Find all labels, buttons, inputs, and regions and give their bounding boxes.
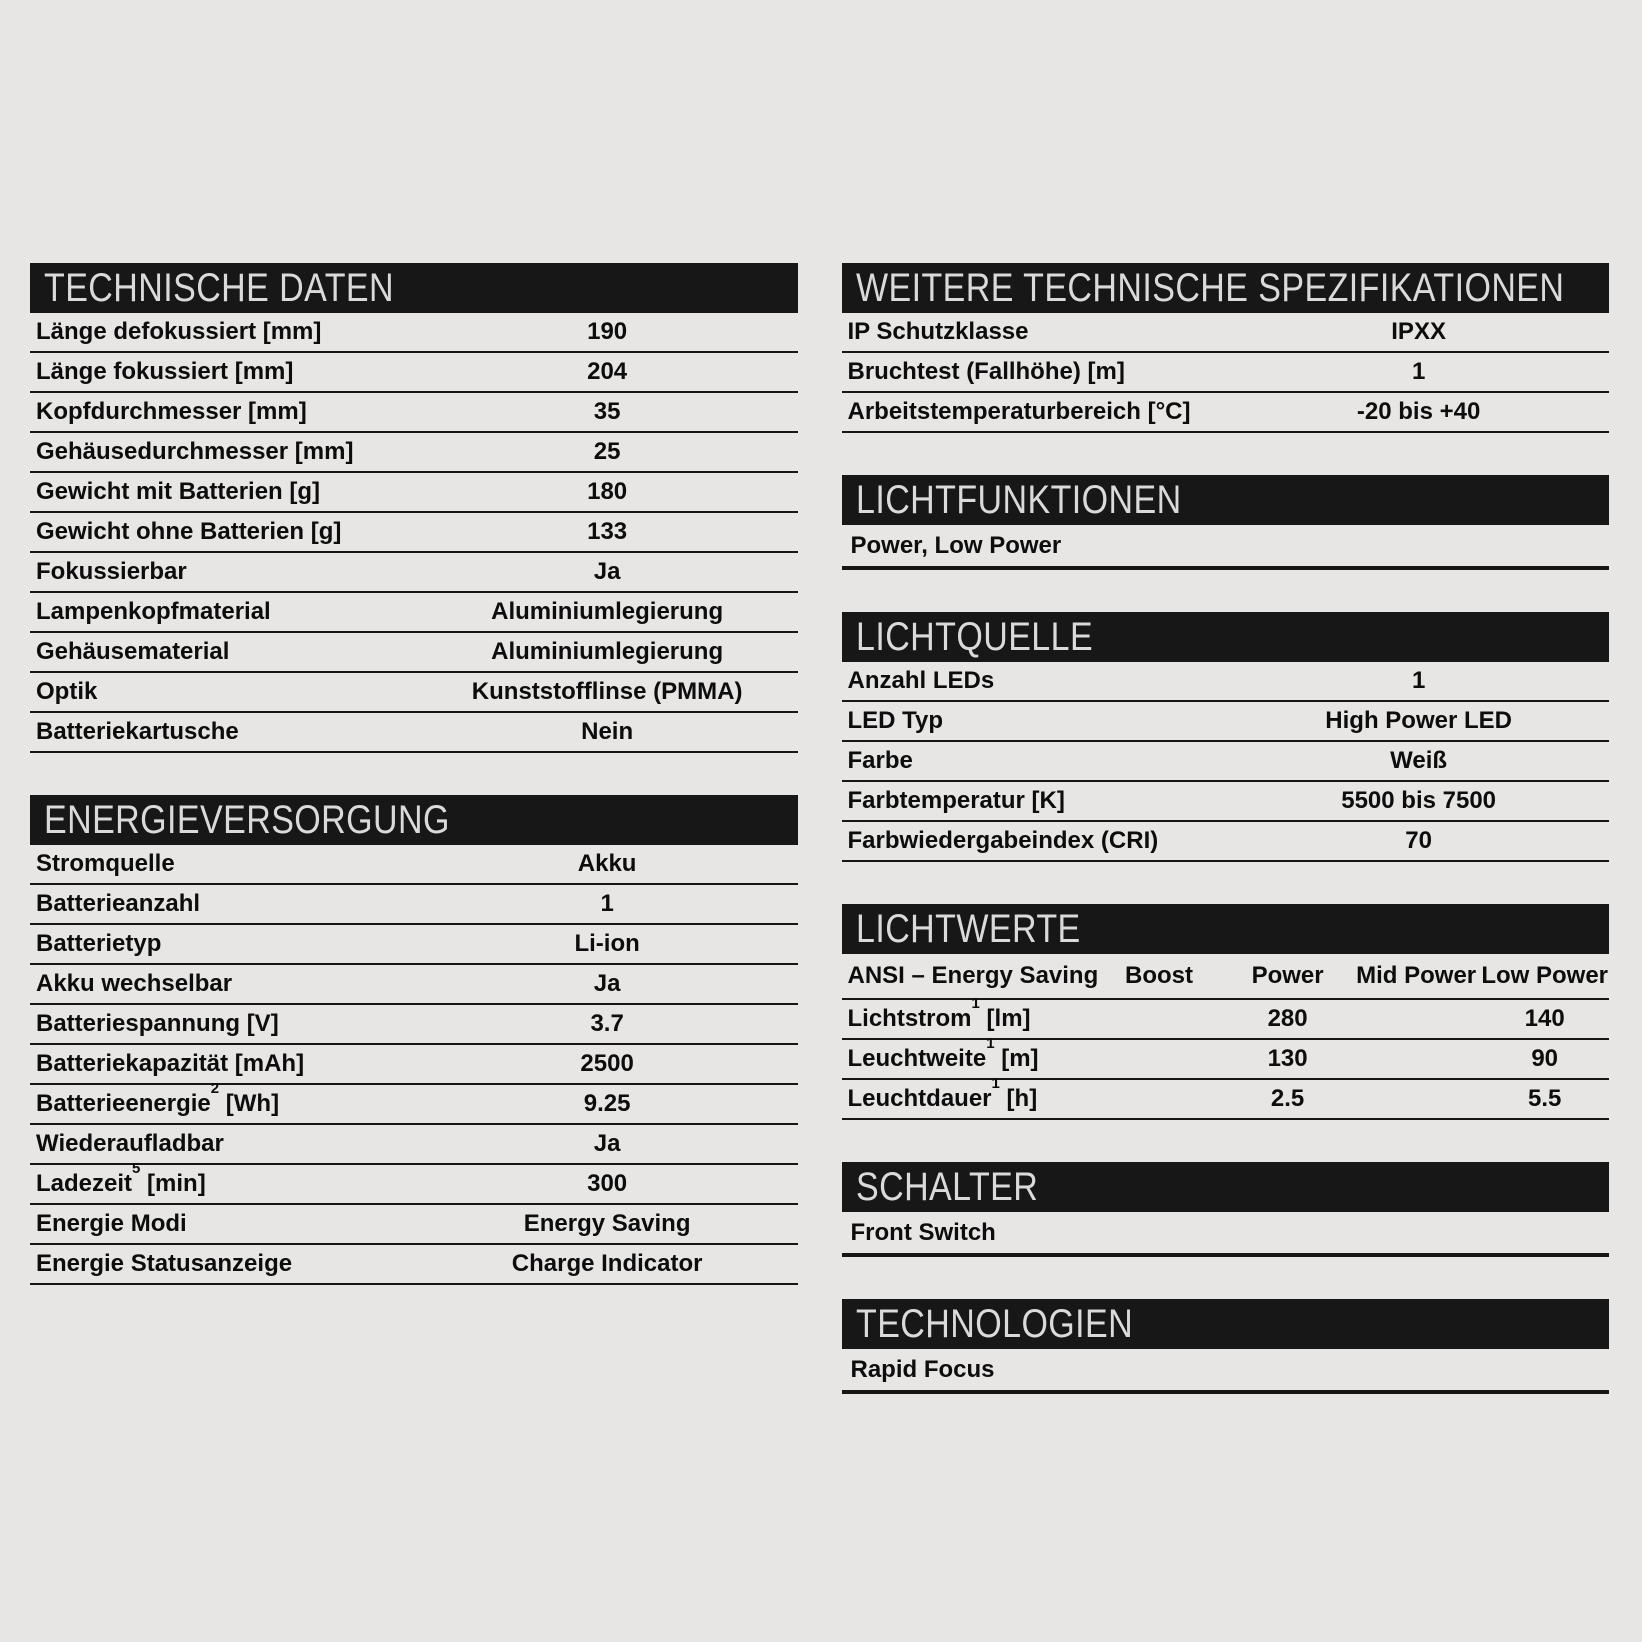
row-label: [30, 1210, 417, 1238]
row-label-text: Anzahl LEDs: [847, 667, 995, 694]
section-text: Front Switch: [842, 1212, 1610, 1257]
footnote-superscript: 2: [210, 1080, 220, 1097]
row-label-text: Farbtemperatur [K]: [847, 787, 1065, 814]
section-header-bar: [30, 795, 798, 845]
row-value: 9.25: [583, 1090, 631, 1117]
row-value: Ja: [593, 970, 621, 997]
table-row: [30, 1045, 798, 1085]
row-label-unit: [lm]: [979, 1005, 1031, 1032]
row-label-text: Energie Statusanzeige: [36, 1250, 293, 1277]
table-row: [30, 593, 798, 633]
section-lichtquelle: [842, 612, 1610, 862]
table-row: [842, 702, 1610, 742]
row-value: High Power LED: [1325, 707, 1512, 734]
row-value: Ja: [593, 558, 621, 585]
row-label: [30, 1050, 417, 1078]
table-row: [30, 713, 798, 753]
row-label-text: Optik: [36, 678, 98, 705]
table-row: [30, 1160, 798, 1205]
grid-cell-value: 280: [1267, 1005, 1308, 1032]
section-weitere-technische-spezifikationen: [842, 263, 1610, 433]
row-label: [30, 930, 417, 958]
section-header-bar: [842, 1162, 1610, 1212]
row-value: -20 bis +40: [1356, 398, 1481, 425]
row-label-unit: [m]: [994, 1045, 1039, 1072]
table-row: [842, 1035, 1610, 1080]
table-row: [30, 885, 798, 925]
row-label: [842, 995, 1095, 1033]
table-row: [30, 393, 798, 433]
table-row: [30, 673, 798, 713]
row-label-unit: [Wh]: [219, 1090, 280, 1117]
footnote-superscript: 1: [971, 995, 980, 1012]
row-value: 1: [600, 890, 614, 917]
row-label-text: Farbe: [847, 747, 913, 774]
row-value: 133: [587, 518, 628, 545]
row-value: 5500 bis 7500: [1341, 787, 1497, 814]
grid-cell-value: 130: [1267, 1045, 1308, 1072]
row-label: [30, 558, 417, 586]
section-title: LICHTQUELLE: [855, 614, 1093, 659]
table-row: [30, 965, 798, 1005]
table-row: [30, 473, 798, 513]
row-label-text: Bruchtest (Fallhöhe) [m]: [847, 358, 1125, 385]
section-title: LICHTFUNKTIONEN: [855, 477, 1182, 522]
section-title: WEITERE TECHNISCHE SPEZIFIKATIONEN: [855, 265, 1564, 310]
table-row: [842, 662, 1610, 702]
section-header-bar: [842, 612, 1610, 662]
row-label: [30, 1130, 417, 1158]
table-row: [30, 1080, 798, 1125]
row-label: [30, 970, 417, 998]
grid-column-header: Low Power: [1481, 962, 1609, 989]
footnote-superscript: 1: [991, 1075, 1000, 1092]
row-label-text: Lichtstrom: [847, 1005, 972, 1032]
row-label-text: Akku wechselbar: [36, 970, 233, 997]
row-label: [30, 478, 417, 506]
row-value: Weiß: [1390, 747, 1448, 774]
table-row: [842, 1075, 1610, 1120]
row-label: [30, 358, 417, 386]
row-label: [842, 827, 1229, 855]
row-label: [842, 318, 1229, 346]
row-label: [842, 358, 1229, 386]
section-title: TECHNISCHE DATEN: [44, 265, 394, 310]
row-label-text: Gehäusedurchmesser [mm]: [36, 438, 354, 465]
table-row: [30, 553, 798, 593]
row-value: 70: [1405, 827, 1432, 854]
row-label: [30, 518, 417, 546]
row-value: Li-ion: [574, 930, 640, 957]
row-value: Charge Indicator: [511, 1250, 703, 1277]
table-row: [30, 513, 798, 553]
section-lichtwerte: [842, 904, 1610, 1120]
row-label-text: Batterietyp: [36, 930, 162, 957]
row-label: [842, 787, 1229, 815]
section-technologien: [842, 1299, 1610, 1394]
table-row: [842, 313, 1610, 353]
row-value: 190: [587, 318, 628, 345]
table-row: [842, 393, 1610, 433]
table-row: [30, 1205, 798, 1245]
row-label-text: Batterieenergie: [36, 1090, 211, 1117]
row-value: 3.7: [590, 1010, 624, 1037]
row-label: [842, 1075, 1095, 1113]
row-label-text: Gewicht mit Batterien [g]: [36, 478, 321, 505]
row-label: [30, 1010, 417, 1038]
table-row: [30, 633, 798, 673]
row-label: [842, 667, 1229, 695]
row-label-text: Batteriespannung [V]: [36, 1010, 279, 1037]
row-label: [30, 438, 417, 466]
section-text: Power, Low Power: [842, 525, 1610, 570]
row-label-text: IP Schutzklasse: [847, 318, 1029, 345]
row-label: [30, 398, 417, 426]
section-header-bar: [842, 475, 1610, 525]
section-title: LICHTWERTE: [855, 906, 1081, 951]
section-schalter: [842, 1162, 1610, 1257]
footnote-superscript: 5: [132, 1160, 141, 1177]
section-lichtfunktionen: [842, 475, 1610, 570]
grid-column-header: Mid Power: [1356, 962, 1477, 989]
section-technische-daten: [30, 263, 798, 753]
table-row: [842, 353, 1610, 393]
table-row: [30, 1125, 798, 1165]
row-label: [842, 747, 1229, 775]
left-column: [30, 263, 798, 1436]
table-row: [842, 742, 1610, 782]
row-label: [30, 1080, 417, 1118]
row-label-text: Batterieanzahl: [36, 890, 201, 917]
row-label-text: Wiederaufladbar: [36, 1130, 224, 1157]
section-energieversorgung: [30, 795, 798, 1285]
section-header-bar: [842, 904, 1610, 954]
footnote-superscript: 1: [986, 1035, 995, 1052]
grid-cell-value: 140: [1524, 1005, 1565, 1032]
row-value: Aluminiumlegierung: [491, 598, 724, 625]
row-value: Energy Saving: [523, 1210, 691, 1237]
row-label: [30, 638, 417, 666]
row-label-text: Arbeitstemperaturbereich [°C]: [847, 398, 1191, 425]
row-value: Akku: [577, 850, 637, 877]
row-label-text: Stromquelle: [36, 850, 175, 877]
row-label-text: Lampenkopfmaterial: [36, 598, 271, 625]
section-title: TECHNOLOGIEN: [855, 1301, 1133, 1346]
row-value: Kunststofflinse (PMMA): [471, 678, 743, 705]
table-row: [842, 822, 1610, 862]
row-value: 2500: [580, 1050, 634, 1077]
row-value: Aluminiumlegierung: [491, 638, 724, 665]
row-label-text: Batteriekapazität [mAh]: [36, 1050, 305, 1077]
grid-column-header: Boost: [1125, 962, 1194, 989]
row-label: [30, 890, 417, 918]
table-row: [30, 313, 798, 353]
grid-cell-value: 2.5: [1270, 1085, 1305, 1112]
table-row: [30, 353, 798, 393]
row-label: [30, 1250, 417, 1278]
row-value: 1: [1411, 358, 1426, 385]
table-row: [30, 1245, 798, 1285]
grid-column-header: Power: [1251, 962, 1324, 989]
row-value: 180: [587, 478, 628, 505]
row-label-text: Länge fokussiert [mm]: [36, 358, 294, 385]
row-value: 35: [593, 398, 621, 425]
row-value: Nein: [581, 718, 634, 745]
row-value: 25: [593, 438, 621, 465]
table-row: [30, 925, 798, 965]
row-value: 1: [1411, 667, 1426, 694]
spec-sheet: [30, 263, 1609, 1436]
row-value: IPXX: [1391, 318, 1446, 345]
row-label-text: LED Typ: [847, 707, 944, 734]
section-header-bar: [842, 263, 1610, 313]
row-value: 300: [587, 1170, 628, 1197]
grid-cell-value: 5.5: [1527, 1085, 1562, 1112]
row-label: [842, 398, 1229, 426]
row-label: [30, 678, 417, 706]
table-row: [30, 845, 798, 885]
row-label-text: Gewicht ohne Batterien [g]: [36, 518, 342, 545]
row-label: [30, 850, 417, 878]
row-label-text: Farbwiedergabeindex (CRI): [847, 827, 1159, 854]
row-label: [30, 598, 417, 626]
row-value: Ja: [593, 1130, 621, 1157]
row-label-text: Ladezeit: [36, 1170, 133, 1197]
row-label-text: Fokussierbar: [36, 558, 187, 585]
table-row: [842, 995, 1610, 1040]
section-header-bar: [30, 263, 798, 313]
table-row: [842, 782, 1610, 822]
row-label: [842, 1035, 1095, 1073]
row-label-text: Leuchtweite: [847, 1045, 987, 1072]
row-label-text: Leuchtdauer: [847, 1085, 992, 1112]
table-row: [30, 433, 798, 473]
row-label-text: Gehäusematerial: [36, 638, 230, 665]
section-title: SCHALTER: [855, 1164, 1038, 1209]
section-text: Rapid Focus: [842, 1349, 1610, 1394]
grid-cell-value: 90: [1531, 1045, 1559, 1072]
row-label: [30, 1160, 417, 1198]
table-row: [30, 1005, 798, 1045]
grid-header-row: [842, 954, 1610, 1000]
row-label: [30, 318, 417, 346]
section-title: ENERGIEVERSORGUNG: [44, 797, 450, 842]
row-label: [30, 718, 417, 746]
row-value: 204: [587, 358, 628, 385]
row-label-text: Kopfdurchmesser [mm]: [36, 398, 307, 425]
row-label-unit: [h]: [999, 1085, 1038, 1112]
row-label: [842, 707, 1229, 735]
row-label-text: Länge defokussiert [mm]: [36, 318, 322, 345]
section-header-bar: [842, 1299, 1610, 1349]
right-column: [842, 263, 1610, 1436]
row-label-text: Batteriekartusche: [36, 718, 239, 745]
row-label-text: Energie Modi: [36, 1210, 187, 1237]
row-label-unit: [min]: [140, 1170, 206, 1197]
grid-header-label: ANSI – Energy Saving: [847, 962, 1099, 989]
